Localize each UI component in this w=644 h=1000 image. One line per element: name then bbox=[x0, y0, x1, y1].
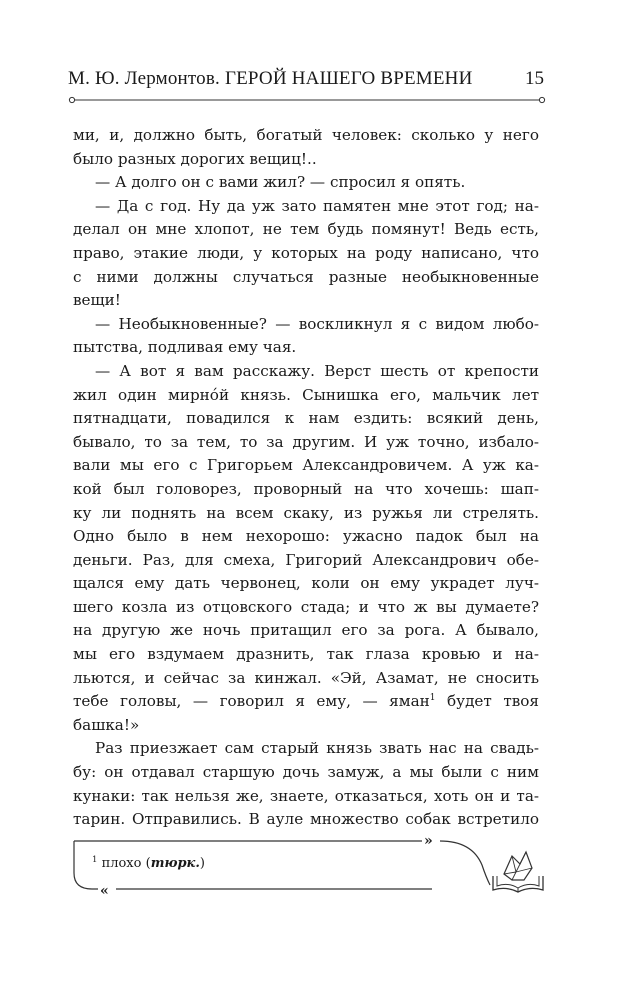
text-line: мы его вздумаем дразнить, так глаза кровью и на- bbox=[73, 645, 539, 664]
footnote-marker: 1 bbox=[92, 855, 98, 865]
footnote bbox=[92, 856, 205, 871]
text-line: пытства, подливая ему чая. bbox=[73, 338, 297, 357]
body-text bbox=[73, 124, 539, 832]
text-line: вали мы его с Григорьем Александровичем. А уж ка- bbox=[73, 456, 539, 475]
text-line: — А вот я вам расскажу. Верст шесть от крепости bbox=[95, 361, 539, 380]
text-line: жил один мирнóй князь. Сынишка его, мальчик лет bbox=[73, 385, 539, 404]
text-line-with-footnote bbox=[73, 690, 539, 714]
svg-text:«: « bbox=[100, 883, 109, 895]
text-line: шего козла из отцовского стада; и что ж вы думаете? bbox=[73, 597, 539, 616]
text-line: ми, и, должно быть, богатый человек: сколько у него bbox=[73, 126, 539, 144]
text-line: деньги. Раз, для смеха, Григорий Александрович обе- bbox=[73, 550, 539, 569]
text-line: тарин. Отправились. В ауле множество собак встретило bbox=[73, 810, 539, 829]
text-line: кой был головорез, проворный на что хочешь: шап- bbox=[73, 479, 539, 498]
footnote-italic: тюрк. bbox=[150, 856, 200, 871]
text-line: щался ему дать червонец, коли он ему украдет луч- bbox=[73, 574, 539, 593]
text-line: ку ли поднять на всем скаку, из ружья ли стрелять. bbox=[73, 503, 539, 522]
text-line: на другую же ночь притащил его за рога. А бывало, bbox=[73, 621, 539, 640]
text-line: пятнадцати, повадился к нам ездить: всякий день, bbox=[73, 409, 539, 428]
footnote-close: ) bbox=[199, 856, 205, 871]
footnote-ref: 1 bbox=[429, 693, 436, 704]
text-line: с ними должны случаться разные необыкновенные bbox=[73, 267, 539, 286]
text-line: Раз приезжает сам старый князь звать нас на свадь- bbox=[95, 739, 539, 758]
text-line: вещи! bbox=[73, 291, 121, 310]
svg-text:»: » bbox=[424, 837, 433, 849]
text-line: бу: он отдавал старшую дочь замуж, а мы были с ним bbox=[73, 763, 539, 782]
text-line: бывало, то за тем, то за другим. И уж точно, избало- bbox=[73, 432, 539, 451]
header-rule bbox=[68, 96, 546, 104]
running-head-title: М. Ю. Лермонтов. ГЕРОЙ НАШЕГО ВРЕМЕНИ bbox=[68, 68, 473, 89]
text-line: — Да с год. Ну да уж зато памятен мне этот год; на- bbox=[95, 196, 539, 215]
text-line: делал он мне хлопот, не тем будь помянут! Ведь есть, bbox=[73, 220, 539, 239]
text-line: льются, и сейчас за кинжал. «Эй, Азамат, не сносить bbox=[73, 668, 539, 687]
open-book-origami-icon bbox=[490, 846, 546, 896]
text-segment: тебе головы, — говорил я ему, — яман bbox=[73, 692, 430, 711]
text-line: — Необыкновенные? — воскликнул я с видом любо- bbox=[95, 314, 539, 333]
text-line: право, этакие люди, у которых на роду написано, что bbox=[73, 243, 539, 262]
text-line: было разных дорогих вещиц!.. bbox=[73, 149, 317, 168]
text-line: Одно было в нем нехорошо: ужасно падок был на bbox=[73, 527, 539, 546]
text-line: — А долго он с вами жил? — спросил я опять. bbox=[95, 173, 466, 192]
page-number: 15 bbox=[525, 68, 544, 89]
text-line: кунаки: так нельзя же, знаете, отказаться, хоть он и та- bbox=[73, 786, 539, 805]
text-line: башка!» bbox=[73, 715, 140, 734]
footnote-text: плохо ( bbox=[101, 856, 151, 871]
text-segment: будет твоя bbox=[447, 692, 539, 711]
running-head bbox=[68, 68, 546, 94]
